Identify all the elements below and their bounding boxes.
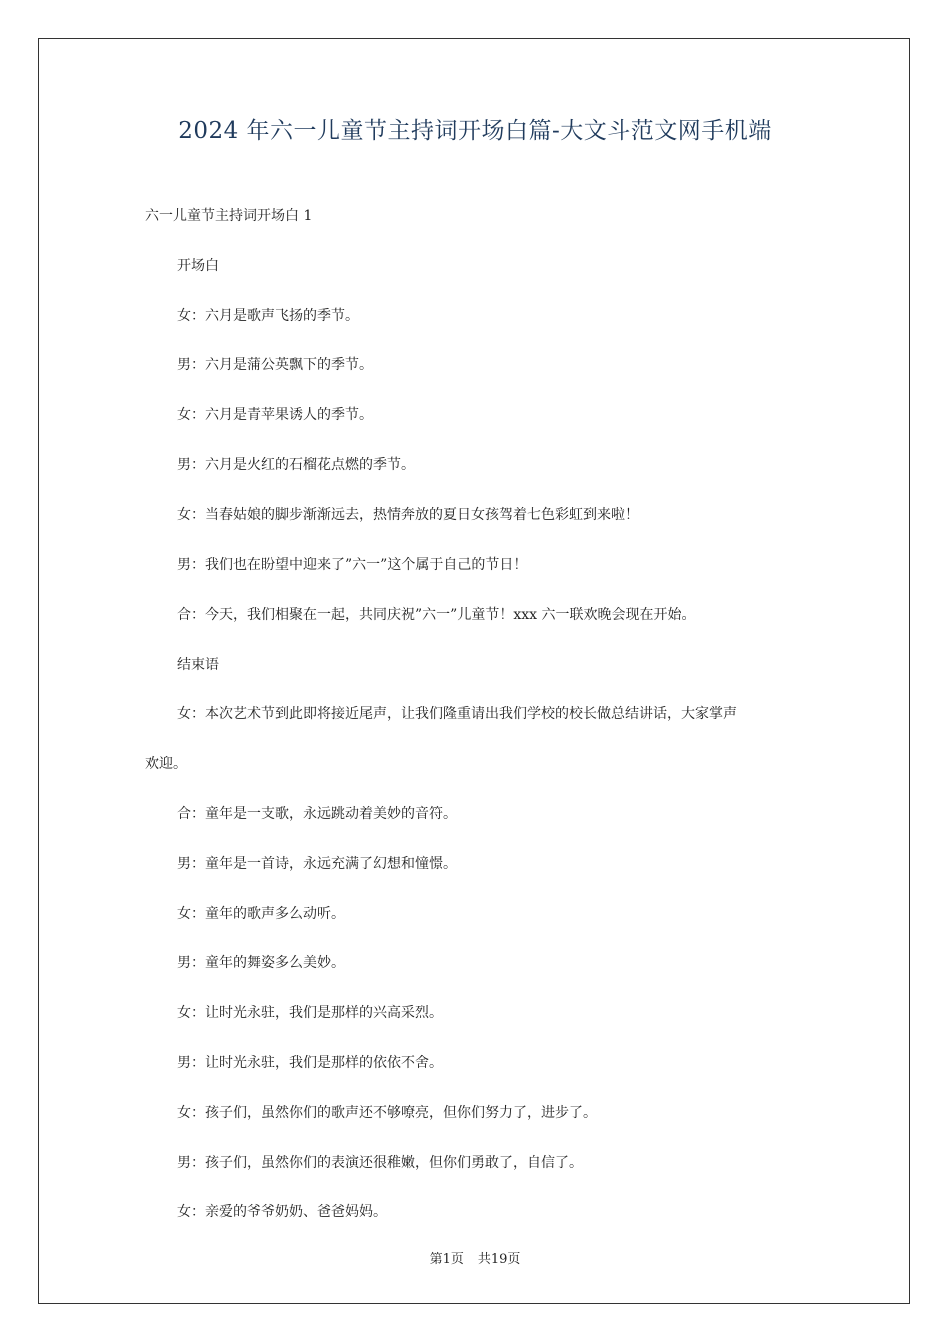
paragraph: 合：今天，我们相聚在一起，共同庆祝”六一”儿童节！xxx 六一联欢晚会现在开始。 [177,607,696,623]
page-number-current: 第1页 [429,1252,464,1267]
paragraph: 女：本次艺术节到此即将接近尾声，让我们隆重请出我们学校的校长做总结讲话，大家掌声 [177,706,737,722]
page-footer [0,1248,950,1267]
paragraph: 女：孩子们，虽然你们的歌声还不够嘹亮，但你们努力了，进步了。 [177,1105,597,1121]
paragraph: 女：让时光永驻，我们是那样的兴高采烈。 [177,1005,443,1021]
document-title: 2024 年六一儿童节主持词开场白篇-大文斗范文网手机端 [178,118,772,144]
paragraph: 男：童年的舞姿多么美妙。 [177,955,345,971]
paragraph: 合：童年是一支歌，永远跳动着美妙的音符。 [177,806,457,822]
paragraph: 女：六月是青苹果诱人的季节。 [177,407,373,423]
paragraph: 女：亲爱的爷爷奶奶、爸爸妈妈。 [177,1204,387,1220]
paragraph: 男：童年是一首诗，永远充满了幻想和憧憬。 [177,856,457,872]
paragraph-closing-label: 结束语 [177,657,219,673]
page-number-total: 共19页 [477,1252,521,1267]
paragraph: 女：六月是歌声飞扬的季节。 [177,308,359,324]
paragraph: 女：童年的歌声多么动听。 [177,906,345,922]
paragraph: 男：让时光永驻，我们是那样的依依不舍。 [177,1055,443,1071]
paragraph-opening-label: 开场白 [177,258,219,274]
paragraph: 男：六月是火红的石榴花点燃的季节。 [177,457,415,473]
paragraph: 男：六月是蒲公英飘下的季节。 [177,357,373,373]
paragraph: 女：当春姑娘的脚步渐渐远去，热情奔放的夏日女孩驾着七色彩虹到来啦！ [177,507,639,523]
section-heading: 六一儿童节主持词开场白 1 [145,208,313,224]
paragraph: 男：孩子们，虽然你们的表演还很稚嫩，但你们勇敢了，自信了。 [177,1155,583,1171]
paragraph-continuation: 欢迎。 [145,756,187,772]
paragraph: 男：我们也在盼望中迎来了”六一”这个属于自己的节日！ [177,557,528,573]
